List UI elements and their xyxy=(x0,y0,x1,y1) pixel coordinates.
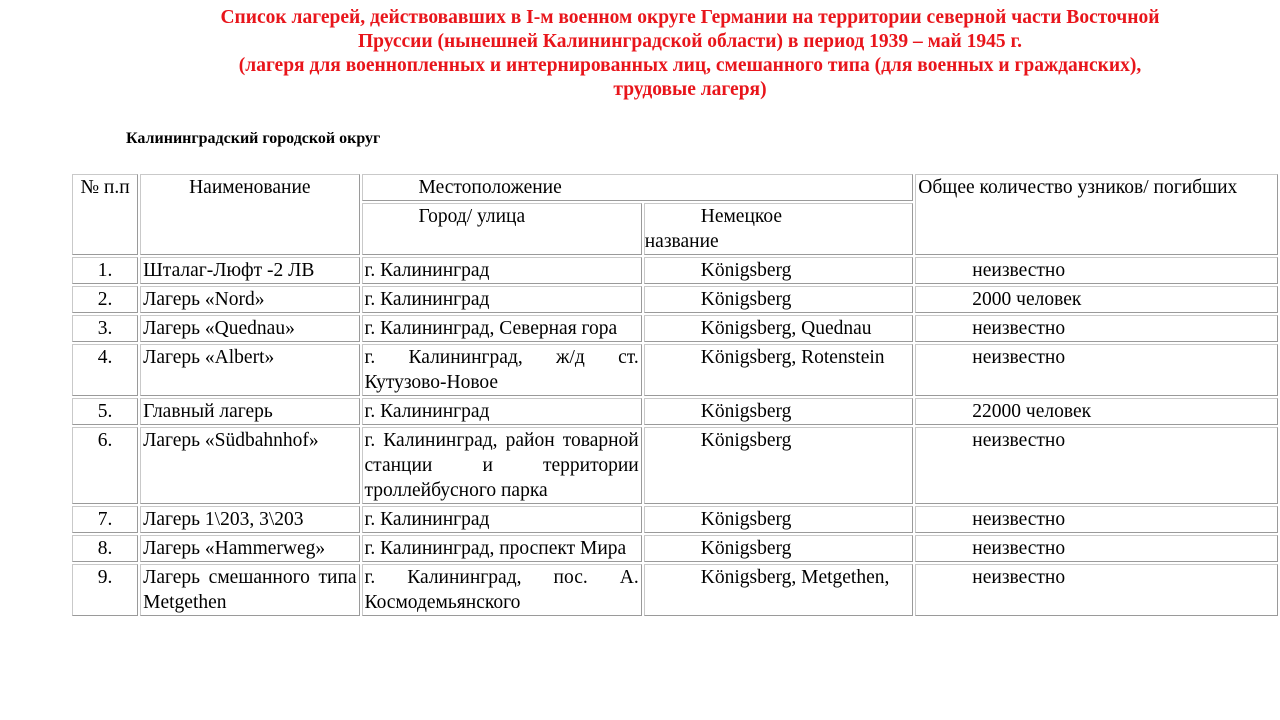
table-row xyxy=(72,564,1278,616)
row-german-name: Königsberg xyxy=(644,398,914,425)
table-row xyxy=(72,286,1278,313)
title-line-2: Пруссии (нынешней Калининградской области) в период 1939 – май 1945 г. xyxy=(357,31,1023,52)
title-line-3: (лагеря для военнопленных и интернированных лиц, смешанного типа (для военных и гражданских), xyxy=(238,55,1142,76)
row-count: неизвестно xyxy=(915,427,1278,504)
row-name: Лагерь смешанного типа Metgethen xyxy=(140,564,359,616)
row-name: Шталаг-Люфт -2 ЛВ xyxy=(140,257,359,284)
header-row-1 xyxy=(72,174,1278,201)
row-german-name: Königsberg xyxy=(644,257,914,284)
row-german-name: Königsberg, Metgethen, xyxy=(644,564,914,616)
row-city: г. Калининград xyxy=(362,257,642,284)
row-german-name: Königsberg, Rotenstein xyxy=(644,344,914,396)
table-row xyxy=(72,506,1278,533)
table-row xyxy=(72,257,1278,284)
row-name: Лагерь 1\203, 3\203 xyxy=(140,506,359,533)
row-number: 8. xyxy=(72,535,138,562)
row-number: 5. xyxy=(72,398,138,425)
document-title xyxy=(100,6,1280,102)
row-count: неизвестно xyxy=(915,257,1278,284)
table-row xyxy=(72,315,1278,342)
section-subtitle: Калининградский городской округ xyxy=(126,130,381,147)
row-name: Лагерь «Quednau» xyxy=(140,315,359,342)
row-city: г. Калининград xyxy=(362,286,642,313)
row-city: г. Калининград, проспект Мира xyxy=(362,535,642,562)
row-count: неизвестно xyxy=(915,564,1278,616)
row-name: Лагерь «Nord» xyxy=(140,286,359,313)
row-number: 7. xyxy=(72,506,138,533)
row-city: г. Калининград xyxy=(362,398,642,425)
row-german-name: Königsberg xyxy=(644,286,914,313)
row-count: неизвестно xyxy=(915,506,1278,533)
row-number: 3. xyxy=(72,315,138,342)
row-city: г. Калининград xyxy=(362,506,642,533)
title-line-4: трудовые лагеря) xyxy=(613,79,767,100)
row-count: неизвестно xyxy=(915,315,1278,342)
row-name: Главный лагерь xyxy=(140,398,359,425)
row-city: г. Калининград, ж/д ст. Кутузово-Новое xyxy=(362,344,642,396)
header-number: № п.п xyxy=(72,174,138,255)
camps-table xyxy=(70,172,1280,618)
row-city: г. Калининград, Северная гора xyxy=(362,315,642,342)
row-city: г. Калининград, пос. А. Космодемьянского xyxy=(362,564,642,616)
table-row xyxy=(72,398,1278,425)
row-name: Лагерь «Hammerweg» xyxy=(140,535,359,562)
row-german-name: Königsberg xyxy=(644,427,914,504)
row-german-name: Königsberg xyxy=(644,535,914,562)
row-count: 22000 человек xyxy=(915,398,1278,425)
header-location: Местоположение xyxy=(362,174,914,201)
row-german-name: Königsberg xyxy=(644,506,914,533)
table-row xyxy=(72,535,1278,562)
row-name: Лагерь «Albert» xyxy=(140,344,359,396)
header-german-line1: Немецкое xyxy=(700,206,783,227)
row-number: 1. xyxy=(72,257,138,284)
row-german-name: Königsberg, Quednau xyxy=(644,315,914,342)
header-name: Наименование xyxy=(140,174,359,255)
row-city: г. Калининград, район товарной станции и территории троллейбусного парка xyxy=(362,427,642,504)
header-count: Общее количество узников/ погибших xyxy=(915,174,1278,255)
row-number: 2. xyxy=(72,286,138,313)
row-count: неизвестно xyxy=(915,344,1278,396)
row-count: 2000 человек xyxy=(915,286,1278,313)
row-count: неизвестно xyxy=(915,535,1278,562)
table-row xyxy=(72,344,1278,396)
table-row xyxy=(72,427,1278,504)
row-number: 4. xyxy=(72,344,138,396)
header-city: Город/ улица xyxy=(362,203,642,255)
title-line-1: Список лагерей, действовавших в I-м военном округе Германии на территории северной части Восточной xyxy=(220,7,1160,28)
row-number: 6. xyxy=(72,427,138,504)
row-number: 9. xyxy=(72,564,138,616)
row-name: Лагерь «Südbahnhof» xyxy=(140,427,359,504)
header-german-line2: название xyxy=(644,231,719,252)
header-german xyxy=(644,203,914,255)
